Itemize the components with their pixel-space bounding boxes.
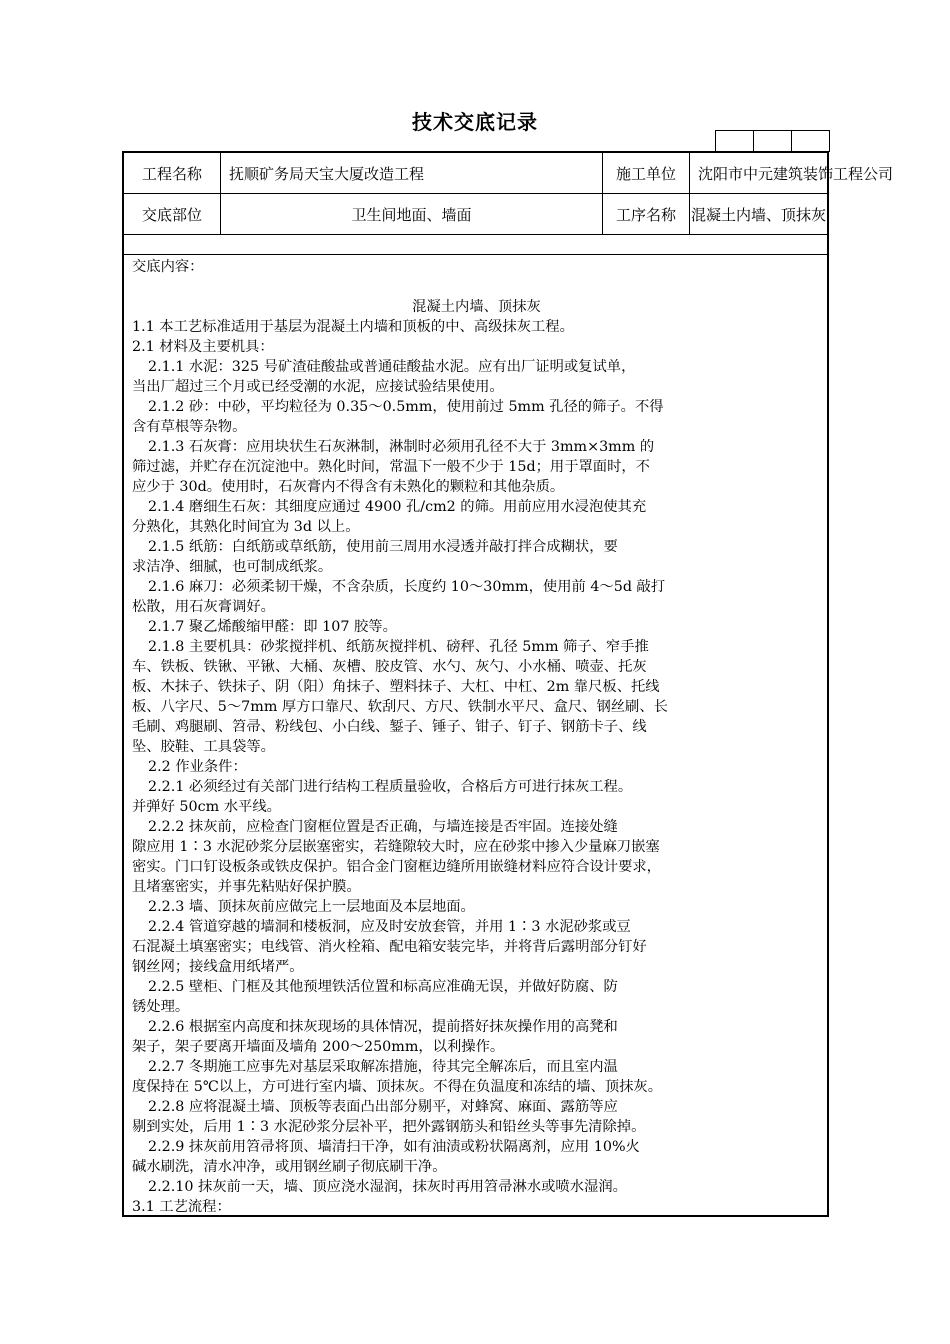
content-line: 2.1.3 石灰膏：应用块状生石灰淋制，淋制时必须用孔径不大于 3mm×3mm 的 [148,439,655,455]
content-line: 2.1.7 聚乙烯酸缩甲醛：即 107 胶等。 [148,619,397,635]
process-label: 工序名称 [603,194,690,234]
content-line: 3.1 工艺流程： [132,1199,231,1215]
record-number-boxes [715,130,830,152]
record-table [122,151,894,1217]
project-name-label: 工程名称 [124,153,221,193]
content-line: 筛过滤，并贮存在沉淀池中。熟化时间，常温下一般不少于 15d；用于罩面时，不 [132,459,650,475]
content-line: 并弹好 50cm 水平线。 [132,799,281,815]
document-title: 技术交底记录 [412,110,538,134]
content-line: 2.2.10 抹灰前一天，墙、顶应浇水湿润，抹灰时再用笤帚淋水或喷水湿润。 [148,1179,627,1195]
content-line: 2.1 材料及主要机具： [132,339,274,355]
process-value: 混凝土内墙、顶抹灰 [690,205,826,224]
content-line: 2.2.4 管道穿越的墙洞和楼板洞，应及时安放套管，并用 1∶3 水泥砂浆或豆 [148,919,631,935]
content-line: 2.1.2 砂：中砂，平均粒径为 0.35～0.5mm，使用前过 5mm 孔径的筛子。不得 [148,399,664,415]
content-body [132,257,821,1217]
content-line: 石混凝土填塞密实；电线管、消火栓箱、配电箱安装完毕，并将背后露明部分钉好 [132,939,647,955]
section-title: 混凝土内墙、顶抹灰 [412,299,541,315]
content-line: 求洁净、细腻，也可制成纸浆。 [132,559,333,575]
content-line: 钢丝网；接线盒用纸堵严。 [132,959,304,975]
content-line: 2.1.1 水泥：325 号矿渣硅酸盐或普通硅酸盐水泥。应有出厂证明或复试单， [148,359,636,375]
content-line: 车、铁板、铁锹、平锹、大桶、灰槽、胶皮管、水勺、灰勺、小水桶、喷壶、托灰 [132,659,647,675]
content-line: 2.1.8 主要机具：砂浆搅拌机、纸筋灰搅拌机、磅秤、孔径 5mm 筛子、窄手推 [148,639,649,655]
content-line: 2.2 作业条件： [148,759,247,775]
blank-row [124,235,827,255]
content-line: 剔到实处，后用 1∶3 水泥砂浆分层补平，把外露钢筋头和铅丝头等事先清除掉。 [132,1119,646,1135]
content-line: 2.1.4 磨细生石灰：其细度应通过 4900 孔/cm2 的筛。用前应用水浸泡使其充 [148,499,647,515]
contractor-label: 施工单位 [603,153,690,193]
location-value: 卫生间地面、墙面 [221,194,603,234]
content-label: 交底内容： [132,259,204,275]
location-label: 交底部位 [124,194,221,234]
content-line: 板、八字尺、5～7mm 厚方口靠尺、软刮尺、方尺、铁制水平尺、盒尺、钢丝刷、长 [132,699,668,715]
content-line: 2.1.6 麻刀：必须柔韧干燥，不含杂质，长度约 10～30mm，使用前 4～5d 敲打 [148,579,666,595]
record-box [791,130,830,152]
content-line: 2.2.7 冬期施工应事先对基层采取解冻措施，待其完全解冻后，而且室内温 [148,1059,618,1075]
content-line: 毛刷、鸡腿刷、笤帚、粉线包、小白线、錾子、锤子、钳子、钉子、钢筋卡子、线 [132,719,647,735]
content-line: 2.1.5 纸筋：白纸筋或草纸筋，使用前三周用水浸透并敲打拌合成糊状，要 [148,539,618,555]
content-line: 2.2.5 壁柜、门框及其他预埋铁活位置和标高应准确无误，并做好防腐、防 [148,979,618,995]
record-box [753,130,791,152]
content-line: 隙应用 1∶3 水泥砂浆分层嵌塞密实，若缝隙较大时，应在砂浆中掺入少量麻刀嵌塞 [132,839,660,855]
contractor-value: 沈阳市中元建筑装饰工程公司 [698,164,894,183]
content-line: 坠、胶鞋、工具袋等。 [132,739,275,755]
project-name-value: 抚顺矿务局天宝大厦改造工程 [221,153,603,193]
content-line: 锈处理。 [132,999,190,1015]
record-box [715,130,753,152]
header-row-location [124,194,827,235]
content-line: 架子，架子要离开墙面及墙角 200～250mm，以利操作。 [132,1039,505,1055]
content-line: 度保持在 5℃以上，方可进行室内墙、顶抹灰。不得在负温度和冻结的墙、顶抹灰。 [132,1079,663,1095]
content-line: 且堵塞密实，并事先粘贴好保护膜。 [132,879,361,895]
content-lines [132,317,821,1217]
content-line: 2.2.9 抹灰前用笤帚将顶、墙清扫干净，如有油渍或粉状隔离剂，应用 10%火 [148,1139,640,1155]
content-line: 2.2.1 必须经过有关部门进行结构工程质量验收，合格后方可进行抹灰工程。 [148,779,633,795]
content-line: 应少于 30d。使用时，石灰膏内不得含有未熟化的颗粒和其他杂质。 [132,479,565,495]
content-line: 2.2.6 根据室内高度和抹灰现场的具体情况，提前搭好抹灰操作用的高凳和 [148,1019,618,1035]
content-line: 2.2.3 墙、顶抹灰前应做完上一层地面及本层地面。 [148,899,475,915]
content-line: 碱水刷洗，清水冲净，或用钢丝刷子彻底刷干净。 [132,1159,447,1175]
content-line: 2.2.8 应将混凝土墙、顶板等表面凸出部分剔平，对蜂窝、麻面、露筋等应 [148,1099,618,1115]
content-line: 分熟化，其熟化时间宜为 3d 以上。 [132,519,360,535]
content-line: 当出厂超过三个月或已经受潮的水泥，应接试验结果使用。 [132,379,504,395]
content-line: 1.1 本工艺标准适用于基层为混凝土内墙和顶板的中、高级抹灰工程。 [132,319,574,335]
header-row-project [124,153,894,194]
content-line: 松散，用石灰膏调好。 [132,599,275,615]
content-line: 板、木抹子、铁抹子、阴（阳）角抹子、塑料抹子、大杠、中杠、2m 靠尺板、托线 [132,679,660,695]
content-line: 密实。门口钉设板条或铁皮保护。铝合金门窗框边缝所用嵌缝材料应符合设计要求， [132,859,661,875]
content-line: 2.2.2 抹灰前，应检查门窗框位置是否正确，与墙连接是否牢固。连接处缝 [148,819,618,835]
content-line: 含有草根等杂物。 [132,419,247,435]
